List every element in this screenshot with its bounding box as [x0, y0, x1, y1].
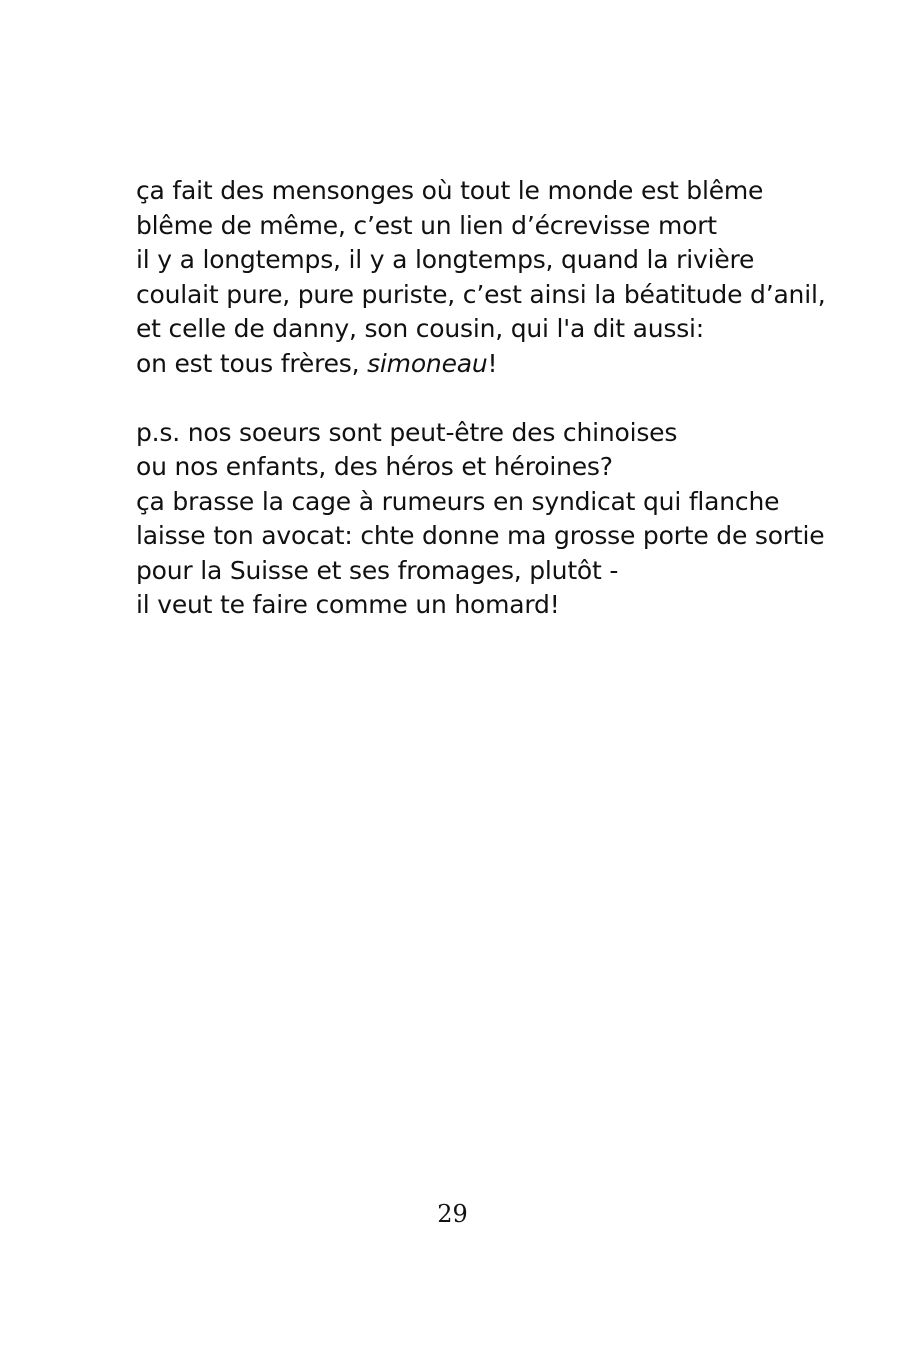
- poem-line: et celle de danny, son cousin, qui l'a dit aussi:: [136, 314, 704, 343]
- poem-line: blême de même, c’est un lien d’écrevisse mort: [136, 210, 717, 240]
- page-number: 29: [437, 1200, 468, 1228]
- poem-line: ou nos enfants, des héros et héroines?: [136, 452, 613, 481]
- poem-line: pour la Suisse et ses fromages, plutôt -: [136, 555, 619, 585]
- poem-line-suffix: !: [487, 348, 498, 378]
- stanza-1: [136, 174, 856, 381]
- poem-line-with-italic-name: [136, 347, 856, 382]
- poem-line: il y a longtemps, il y a longtemps, quand la rivière: [136, 245, 755, 274]
- stanza-2: [136, 416, 856, 623]
- poem-line: ça fait des mensonges où tout le monde est blême: [136, 176, 764, 205]
- poem-line: coulait pure, pure puriste, c’est ainsi la béatitude d’anil,: [136, 279, 826, 309]
- poem-line: p.s. nos soeurs sont peut-être des chinoises: [136, 417, 678, 447]
- italic-name: simoneau: [367, 348, 488, 378]
- poem-line: laisse ton avocat: chte donne ma grosse porte de sortie: [136, 521, 825, 550]
- poem-line: il veut te faire comme un homard!: [136, 590, 560, 619]
- poem-line: ça brasse la cage à rumeurs en syndicat qui flanche: [136, 486, 780, 516]
- poem-text: [136, 174, 856, 657]
- poem-line-prefix: on est tous frères,: [136, 348, 368, 378]
